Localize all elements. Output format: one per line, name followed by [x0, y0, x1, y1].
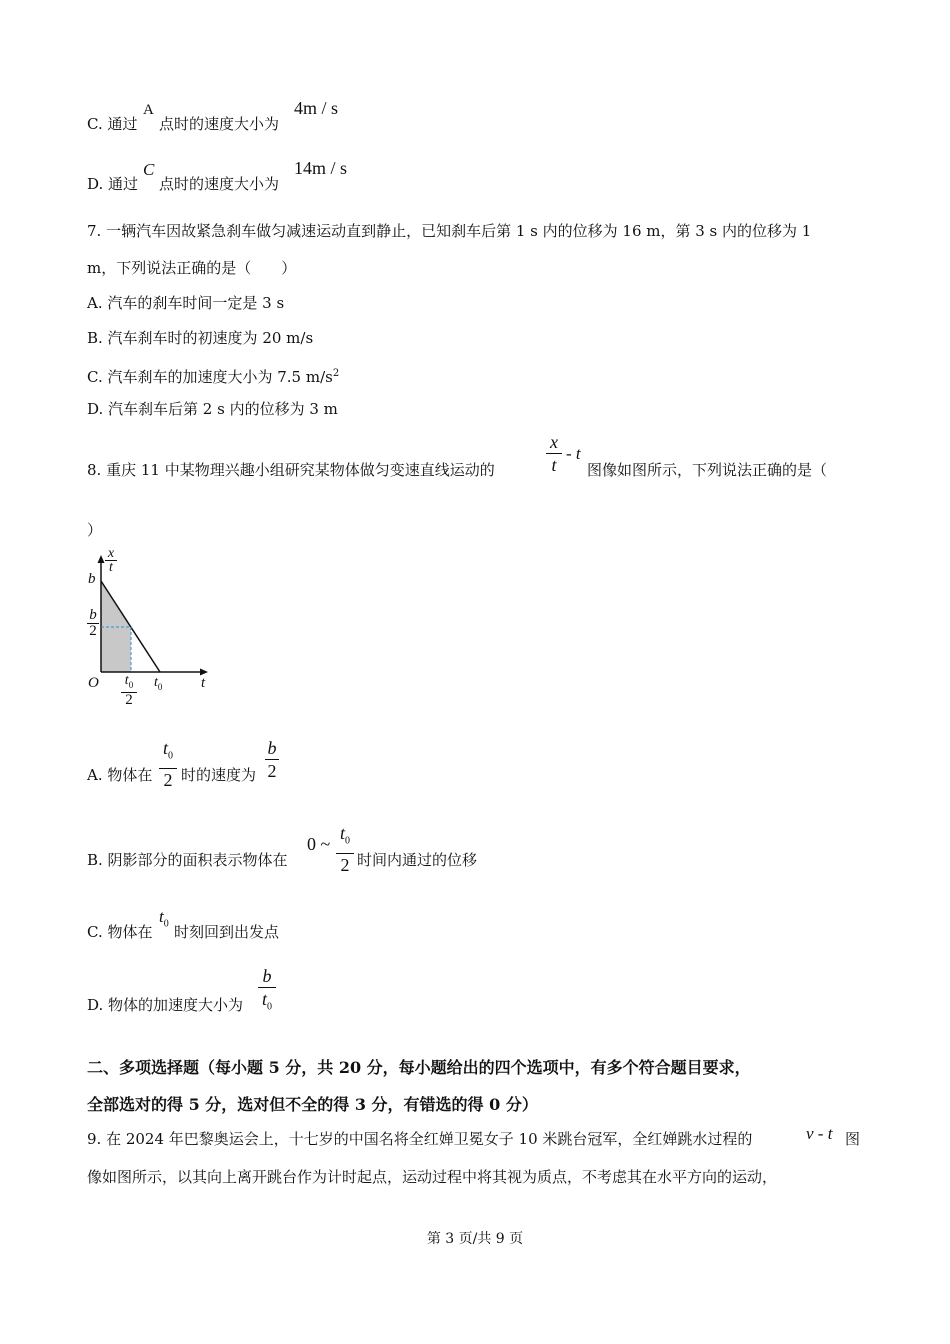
q8-opta-t-den: 2 — [163, 769, 173, 790]
q7-option-a: A. 汽车的刹车时间一定是 3 s — [87, 294, 285, 312]
graph-b2-num: b — [89, 607, 97, 623]
q9-line1-suffix: 图 — [845, 1130, 861, 1148]
q8-opta-t-num — [159, 738, 177, 767]
q8-optb-t-bar — [336, 853, 354, 854]
q8-stem-fraction — [546, 432, 562, 475]
q8-stem-dash-t: - t — [566, 444, 581, 463]
q6-option-c — [87, 114, 137, 134]
q8-optc-t: t — [159, 907, 164, 926]
graph-t0half-den: 2 — [125, 691, 133, 708]
q8-opta-b-bar — [265, 759, 279, 760]
q8-opta-b-frac — [265, 738, 279, 781]
q8-opta-t-frac — [159, 738, 177, 790]
graph-y-den: t — [109, 560, 113, 575]
q6-optd-point: C — [143, 160, 155, 179]
q6-optd-mid: 点时的速度大小为 — [159, 175, 280, 193]
q7-option-d: D. 汽车刹车后第 2 s 内的位移为 3 m — [87, 400, 338, 418]
graph-t0half-sub: 0 — [128, 679, 134, 690]
q8-optd-b-num: b — [262, 966, 272, 986]
q7-option-c — [87, 364, 339, 387]
q7-stem-line1: 7. 一辆汽车因故紧急刹车做匀减速运动直到静止，已知刹车后第 1 s 内的位移为 16 m，第 3 s 内的位移为 1 — [87, 222, 812, 240]
graph-b2-den: 2 — [89, 623, 97, 639]
graph-t0half-num — [121, 674, 137, 692]
q8-graph — [80, 545, 220, 715]
graph-t0half-t: t — [124, 673, 129, 688]
q9-vt: v - t — [806, 1124, 833, 1143]
q8-opta-t-bar — [159, 768, 177, 769]
graph-x-axis-label: t — [201, 675, 206, 691]
graph-label-b: b — [88, 571, 96, 587]
q8-optb-t-den: 2 — [340, 854, 350, 875]
section2-heading-line2: 全部选对的得 5 分，选对但不全的得 3 分，有错选的得 0 分） — [87, 1095, 538, 1114]
q6-optc-mid: 点时的速度大小为 — [159, 115, 280, 133]
q8-optc-t-sub: 0 — [163, 918, 169, 930]
q8-stem-prefix: 8. 重庆 11 中某物理兴趣小组研究某物体做匀变速直线运动的 — [87, 461, 495, 479]
q7-optc-sup: 2 — [332, 368, 340, 379]
q8-optd-t-sub: 0 — [267, 1001, 272, 1013]
q8-optd-t-den — [258, 989, 276, 1018]
section2-heading-line1: 二、多项选择题（每小题 5 分，共 20 分，每小题给出的四个选项中，有多个符合题目要求， — [87, 1058, 751, 1077]
q8-option-a-mid: 时的速度为 — [181, 766, 257, 784]
q9-line1-prefix: 9. 在 2024 年巴黎奥运会上，十七岁的中国名将全红婵卫冕女子 10 米跳台冠军，全红婵跳水过程的 — [87, 1130, 753, 1148]
q6-optc-prefix: C. 通过 — [87, 115, 138, 133]
q8-opta-b-num: b — [267, 738, 277, 758]
q8-stem-suffix: 图像如图所示，下列说法正确的是（ — [587, 461, 828, 479]
q8-graph-svg — [80, 545, 220, 715]
q8-opta-t-sub: 0 — [168, 750, 173, 762]
q8-stem-close: ） — [87, 521, 103, 539]
q7-stem-line2: m，下列说法正确的是（ ） — [87, 259, 297, 277]
graph-label-t0 — [154, 675, 162, 692]
q8-optb-t-frac — [336, 823, 354, 875]
q7-option-b: B. 汽车刹车时的初速度为 20 m/s — [87, 329, 314, 347]
q8-optb-zero: 0 ~ — [307, 834, 331, 854]
q9-line2: 像如图所示，以其向上离开跳台作为计时起点，运动过程中将其视为质点，不考虑其在水平方向的运动， — [87, 1168, 778, 1186]
q8-frac-den: t — [551, 455, 557, 475]
q8-opta-b-den: 2 — [267, 761, 277, 781]
page-footer: 第 3 页/共 9 页 — [426, 1231, 524, 1247]
q8-option-c-suffix: 时刻回到出发点 — [174, 923, 280, 941]
q8-optd-frac — [258, 966, 276, 1018]
q8-option-b-prefix: B. 阴影部分的面积表示物体在 — [87, 851, 288, 869]
q8-optd-bar — [258, 987, 276, 988]
q8-optd-t: t — [261, 989, 267, 1009]
graph-origin: O — [88, 675, 99, 691]
q8-optb-t-sub: 0 — [345, 835, 350, 847]
q8-option-b-suffix: 时间内通过的位移 — [357, 851, 478, 869]
graph-label-b-half — [87, 608, 99, 639]
q8-optb-t: t — [339, 823, 345, 843]
graph-t0-sub: 0 — [157, 681, 163, 692]
q6-optd-value: 14m / s — [294, 158, 348, 178]
q7-optc-text: C. 汽车刹车的加速度大小为 7.5 m/s — [87, 368, 333, 386]
q8-frac-num: x — [550, 432, 558, 452]
q6-optc-point: A — [143, 102, 154, 118]
graph-y-axis-label — [105, 547, 117, 574]
q8-option-a-prefix: A. 物体在 — [87, 766, 153, 784]
y-axis-arrow — [98, 555, 105, 563]
q8-optb-t-num — [336, 823, 354, 852]
q8-option-d-prefix: D. 物体的加速度大小为 — [87, 996, 244, 1014]
q8-frac-bar — [546, 453, 562, 454]
graph-y-num: x — [107, 546, 115, 561]
graph-t0-t: t — [154, 675, 158, 690]
q6-option-d: D. 通过 — [87, 175, 139, 193]
q6-optc-value: 4m / s — [294, 98, 339, 118]
q8-optc-t0 — [159, 907, 169, 929]
q8-opta-t: t — [162, 738, 168, 758]
q8-option-c-prefix: C. 物体在 — [87, 923, 153, 941]
graph-label-t0-half — [121, 674, 137, 708]
